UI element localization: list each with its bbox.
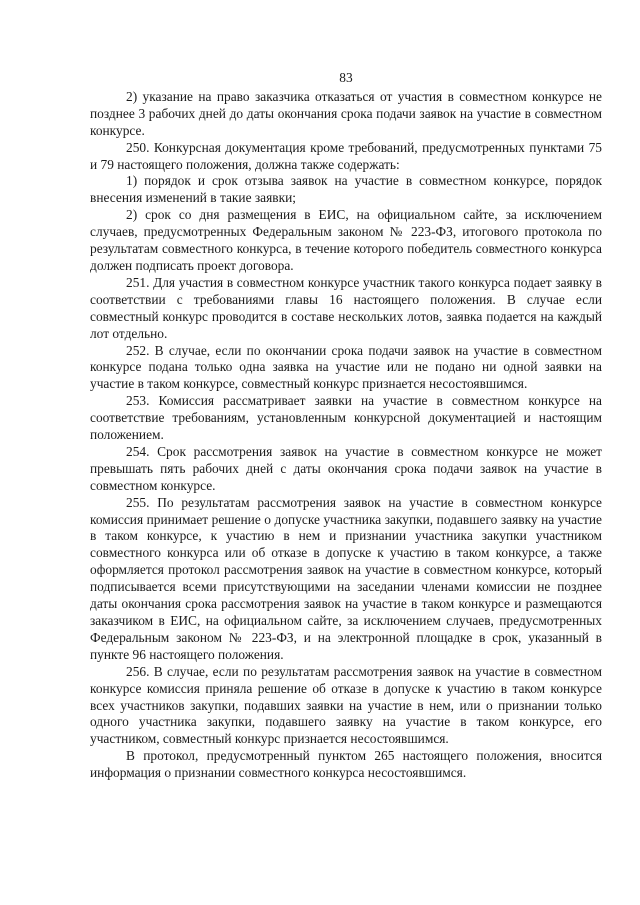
- paragraph-254: 254. Срок рассмотрения заявок на участие в совместном конкурсе не может превышать пять рабочих дней с даты окончания срока подачи заявок на участие в совместном конкурсе.: [90, 443, 602, 493]
- document-page: [90, 70, 602, 782]
- paragraph-250-item-2: 2) срок со дня размещения в ЕИС, на официальном сайте, за исключением случаев, предусмотренных Федеральным законом № 223-ФЗ, итогового протокола по результатам совместного конкурса, в течение которого победитель совместного конкурса должен подписать проект договора.: [90, 207, 602, 273]
- paragraph-253: 253. Комиссия рассматривает заявки на участие в совместном конкурсе на соответствие требованиям, установленным конкурсной документацией и настоящим положением.: [90, 393, 602, 443]
- paragraph-256-protocol-note: В протокол, предусмотренный пунктом 265 настоящего положения, вносится информация о признании совместного конкурса несостоявшимся.: [90, 748, 602, 781]
- paragraph-252: 252. В случае, если по окончании срока подачи заявок на участие в совместном конкурсе подана только одна заявка на участие или не подано ни одной заявки на участие в таком конкурсе, совместный конкурс признается несостоявшимся.: [90, 342, 602, 392]
- paragraph-clause-2-refusal-right: 2) указание на право заказчика отказаться от участия в совместном конкурсе не позднее 3 рабочих дней до даты окончания срока подачи заявок на участие в совместном конкурсе.: [90, 88, 602, 138]
- paragraph-255: 255. По результатам рассмотрения заявок на участие в совместном конкурсе комиссия принимает решение о допуске участника закупки, подавшего заявку на участие в таком конкурсе, к участию в нем и признании участника закупки участником совместного конкурса или об отказе в допуске к участию в таком конкурсе, а также оформляется протокол рассмотрения заявок на участие в совместном конкурсе, который подписывается всеми присутствующими на заседании членами комиссии не позднее даты окончания срока рассмотрения заявок на участие в таком конкурсе и размещаются заказчиком в ЕИС, на официальном сайте, за исключением случаев, предусмотренных Федеральным законом № 223-ФЗ, и на электронной площадке в срок, указанный в пункте 96 настоящего положения.: [90, 494, 602, 662]
- page-number: 83: [339, 70, 353, 85]
- paragraph-250: 250. Конкурсная документация кроме требований, предусмотренных пунктами 75 и 79 настоящего положения, должна также содержать:: [90, 139, 602, 172]
- paragraph-250-item-1: 1) порядок и срок отзыва заявок на участие в совместном конкурсе, порядок внесения изменений в такие заявки;: [90, 173, 602, 206]
- paragraph-251: 251. Для участия в совместном конкурсе участник такого конкурса подает заявку в соответствии с требованиями главы 16 настоящего положения. В случае если совместный конкурс проводится в составе нескольких лотов, заявка подается на каждый лот отдельно.: [90, 274, 602, 341]
- paragraph-256: 256. В случае, если по результатам рассмотрения заявок на участие в совместном конкурсе комиссия приняла решение об отказе в допуске к участию в таком конкурсе всех участников закупки, подавших заявки на участие в нем, или о признании только одного участника закупки, подавшего заявку на участие в таком конкурсе, его участником, совместный конкурс признается несостоявшимся.: [90, 663, 602, 747]
